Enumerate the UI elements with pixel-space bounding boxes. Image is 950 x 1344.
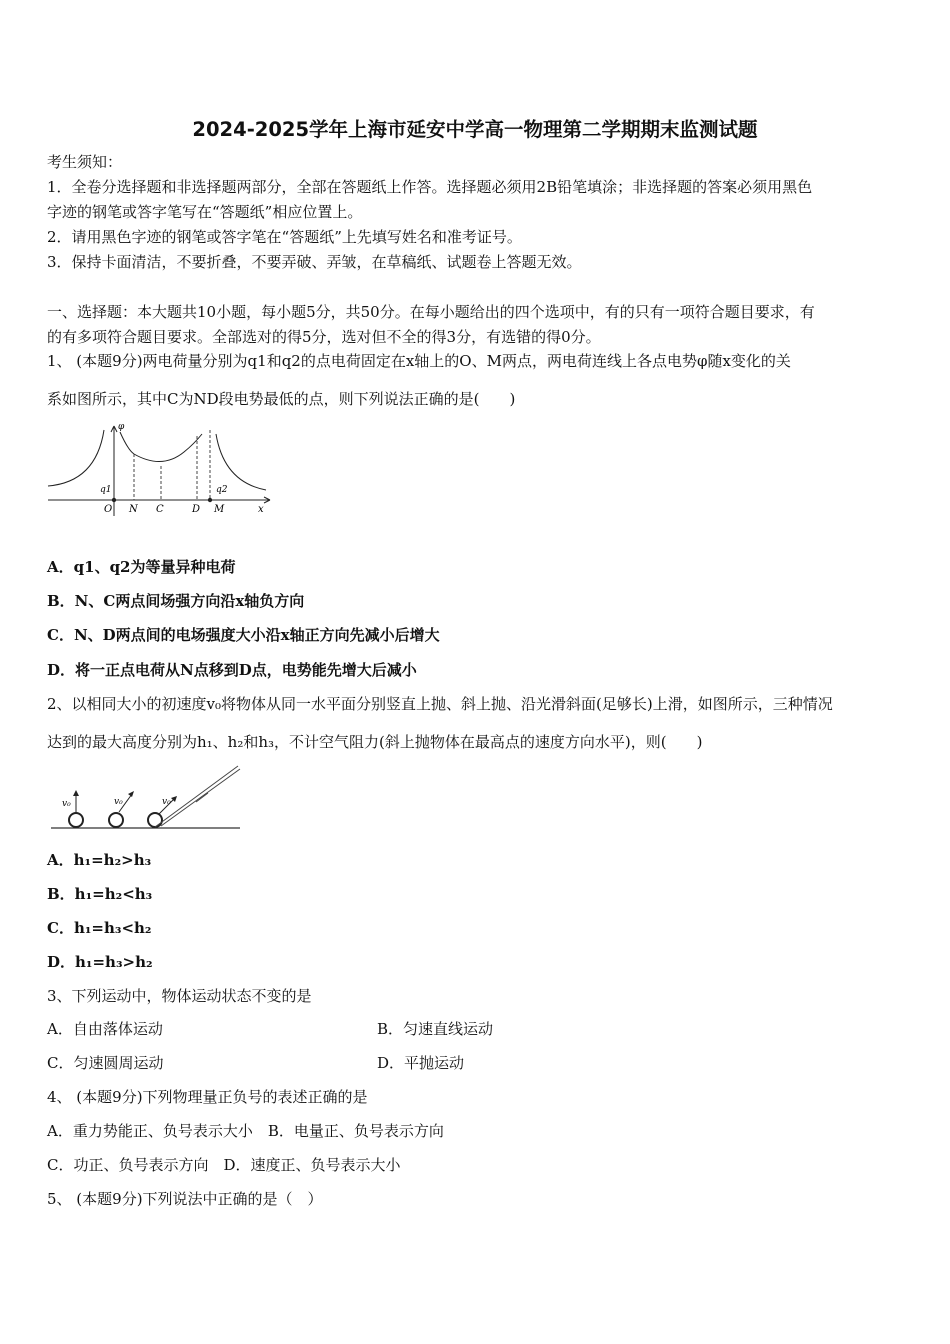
q3-option: C．匀速圆周运动	[47, 1054, 164, 1072]
q5-stem: 5、 (本题9分)下列说法中正确的是（ ）	[47, 1190, 323, 1208]
v0-label: v₀	[162, 797, 171, 807]
q2-option: B．h₁=h₂<h₃	[47, 885, 153, 903]
notice-item: 字迹的钢笔或答字笔写在“答题纸”相应位置上。	[47, 203, 363, 221]
notice-item: 3．保持卡面清洁，不要折叠，不要弄破、弄皱，在草稿纸、试题卷上答题无效。	[47, 253, 582, 271]
q1-stem: 1、 (本题9分)两电荷量分别为q1和q2的点电荷固定在x轴上的O、M两点，两电荷连线上各点电势φ随x变化的关	[47, 352, 791, 370]
q2-option: D．h₁=h₃>h₂	[47, 953, 153, 971]
notice-item: 1．全卷分选择题和非选择题两部分，全部在答题纸上作答。选择题必须用2B铅笔填涂；非选择题的答案必须用黑色	[47, 178, 813, 196]
q2-stem: 达到的最大高度分别为h₁、h₂和h₃，不计空气阻力(斜上抛物体在最高点的速度方向水平)，则( )	[47, 733, 703, 751]
q1-option: D．将一正点电荷从N点移到D点，电势能先增大后减小	[47, 661, 417, 679]
q1-potential-graph	[44, 420, 279, 520]
q2-label: q2	[216, 485, 228, 495]
v0-label: v₀	[62, 799, 71, 809]
q2-option: C．h₁=h₃<h₂	[47, 919, 152, 937]
q2-option: A．h₁=h₂>h₃	[47, 851, 152, 869]
notice-heading: 考生须知：	[47, 153, 123, 171]
q1-option: A．q1、q2为等量异种电荷	[47, 558, 236, 576]
q3-stem: 3、下列运动中，物体运动状态不变的是	[47, 987, 312, 1005]
x-axis-label: x	[258, 504, 264, 515]
q4-stem: 4、 (本题9分)下列物理量正负号的表述正确的是	[47, 1088, 368, 1106]
q1-label: q1	[100, 485, 112, 495]
point-m-label: M	[214, 504, 225, 515]
page-title: 2024-2025学年上海市延安中学高一物理第二学期期末监测试题	[192, 118, 758, 141]
q3-option: A．自由落体运动	[47, 1020, 163, 1038]
q1-option: C．N、D两点间的电场强度大小沿x轴正方向先减小后增大	[47, 626, 440, 644]
q4-options-row: C．功正、负号表示方向 D．速度正、负号表示大小	[47, 1156, 401, 1174]
q2-launch-figure	[48, 762, 248, 834]
q3-option: D．平抛运动	[377, 1054, 465, 1072]
q1-option: B．N、C两点间场强方向沿x轴负方向	[47, 592, 305, 610]
q1-stem: 系如图所示，其中C为ND段电势最低的点，则下列说法正确的是( )	[47, 390, 516, 408]
notice-item: 2．请用黑色字迹的钢笔或答字笔在“答题纸”上先填写姓名和准考证号。	[47, 228, 522, 246]
q2-stem: 2、以相同大小的初速度v₀将物体从同一水平面分别竖直上抛、斜上抛、沿光滑斜面(足够长)上滑，如图所示，三种情况	[47, 695, 833, 713]
q3-option: B．匀速直线运动	[377, 1020, 494, 1038]
v0-label: v₀	[114, 797, 123, 807]
point-n-label: N	[129, 504, 138, 515]
section-intro: 的有多项符合题目要求。全部选对的得5分，选对但不全的得3分，有选错的得0分。	[47, 328, 601, 346]
point-d-label: D	[192, 504, 201, 515]
point-c-label: C	[156, 504, 164, 515]
phi-label: φ	[118, 422, 125, 432]
q4-options-row: A．重力势能正、负号表示大小 B．电量正、负号表示方向	[47, 1122, 444, 1140]
origin-label: O	[104, 504, 113, 515]
section-intro: 一、选择题：本大题共10小题，每小题5分，共50分。在每小题给出的四个选项中，有的只有一项符合题目要求，有	[47, 303, 815, 321]
